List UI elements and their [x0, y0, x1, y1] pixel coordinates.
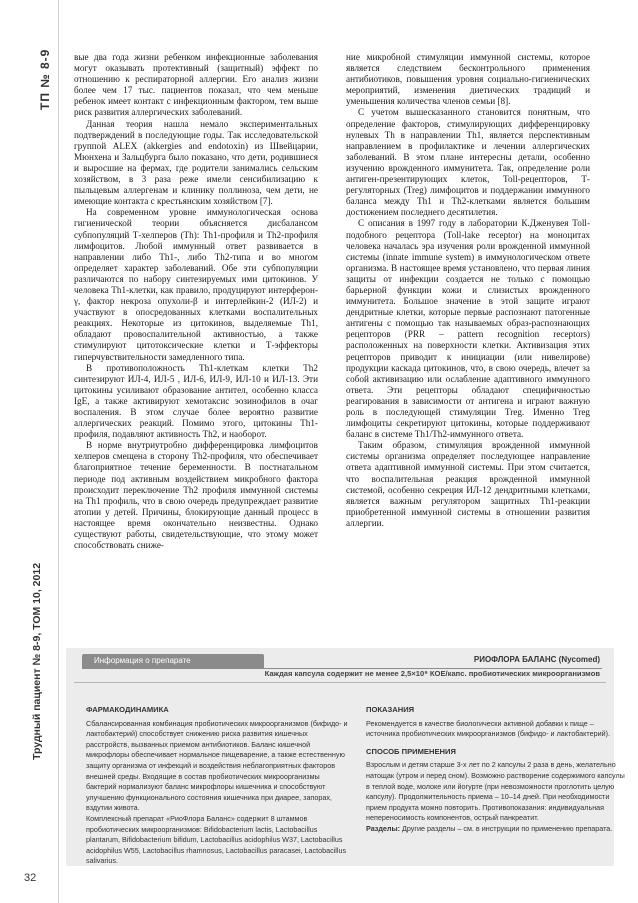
paragraph: Данная теория нашла немало экспериментальных подтверждений в последующие годы. Так исследовательской группой ALEX (akkergies and endotoxin) из Швейцарии, Мюнхена и Зальцбурга было показано, что дети, родившиеся и выросшие на фермах, где родители занимались сельским хозяйством, в 3 раза реже имели сенсибилизацию к пыльцевым аллергенам и клинику поллиноза, чем дети, не имеющие контакта с крестьянским хозяйством [7].	[74, 118, 318, 207]
pharmacodynamics-text: Сбалансированная комбинация пробиотических микроорганизмов (бифидо- и лактобактерий) способствует снижению риска развития кишечных расстройств, вызванных приемом антибиотиков. Баланс кишечной микрофлоры обеспечивает нормальное пищеварение, а также естественную защиту организма от инфекций и воздействия неблагоприятных факторов внешней среды. Входящие в состав пробиотических микроорганизмы бактерий нормализуют баланс микрофлоры кишечника и способствуют улучшению функционального состояния кишечника при диарее, запорах, вздутии живота.	[86, 718, 348, 813]
info-box-tab: Информация о препарате	[82, 654, 264, 668]
info-right-column	[366, 705, 628, 835]
usage-text: Взрослым и детям старше 3-х лет по 2 капсулы 2 раза в день, желательно натощак (утром и перед сном). Возможно растворение содержимого капсулы в теплой воде, молоке или йогурте (при невозможности проглотить целую капсулу). Продолжительность приема – 10–14 дней. При необходимости прием продукта можно повторить. Противопоказания: индивидуальная непереносимость компонентов, острый панкреатит.	[366, 760, 625, 823]
info-left-column	[86, 705, 348, 867]
indications-text: Рекомендуется в качестве биологически активной добавки к пище – источника пробиотических микроорганизмов (бифидо- и лактобактерий).	[366, 718, 610, 739]
article-left-column	[74, 52, 318, 551]
info-box-divider	[74, 682, 606, 683]
paragraph: В противоположность Th1-клеткам клетки Th2 синтезируют ИЛ-4, ИЛ-5 , ИЛ-6, ИЛ-9, ИЛ-10 и ИЛ-13. Эти цитокины усиливают образование антител, особенно класса IgE, а также активируют хемотаксис эозинофилов в очаг воспаления. В этом случае более вероятно развитие аллергических реакций. Помимо этого, цитокины Th1-профиля, подавляют активность Th2, и наоборот.	[74, 362, 318, 440]
drug-composition: Каждая капсула содержит не менее 2,5×10⁹ КОЕ/капс. пробиотических микроорганизмов	[264, 669, 600, 678]
usage-heading: СПОСОБ ПРИМЕНЕНИЯ	[366, 746, 456, 756]
paragraph: Таким образом, стимуляция врожденной иммунной системы организма определяет последующее направление ответа адаптивной иммунной системы. При этом считается, что воспалительная реакция врожденной иммунной системой, особенно секреция ИЛ-12 дендритными клетками, является важным регулятором защитных Th1-реакции приобретенной иммунной системы в отношении развития аллергии.	[346, 440, 590, 528]
journal-citation: Трудный пациент № 8-9, ТОМ 10, 2012	[31, 562, 43, 760]
paragraph: На современном уровне иммунологическая основа гигиенической теории объясняется дисбалансом субпопуляций Т-хелперов (Th): Th1-профиля и Th2-профиля лимфоцитов. Любой иммунный ответ развивается в направлении либо Th1-, либо Th2-типа и во многом определяет характер заболеваний. Обе эти субпопуляции различаются по набору синтезируемых ими цитокинов. У человека Th1-клетки, как правило, продуцируют интерферон-γ, фактор некроза опухоли-β и интерлейкин-2 (ИЛ-2) и участвуют в опосредованных клетками воспалительных реакциях. Некоторые из цитокинов, выделяемые Th1, обладают провоспалительной активностью, а также стимулируют цитотоксические клетки и Т-эффекторы гиперчувствительности замедленного типа.	[74, 207, 318, 362]
paragraph: С описания в 1997 году в лаборатории К.Дженувея Toll-подобного рецептора (Toll-lake receptor) на моноцитах человека началась эра изучения роли врожденной иммунной системы (innate immune system) в иммунологическом ответе организма. В настоящее время установлено, что первая линия защиты от инфекции создается не только с помощью барьерной функции кожи и слизистых врожденного иммунитета. Большое значение в этой защите играют дендритные клетки, которые первые распознают патогенные антигены с помощью так называемых образ-распознающих рецепторов (PRR – pattern recognition receptors) расположенных на поверхности клетки. Активизация этих рецепторов приводит к инициации (или нивелирове) продукции каскада цитокинов, что, в свою очередь, влечет за собой активизацию или ослабление адаптивного иммунного ответа. Эти рецепторы обладают специфичностью реагирования в зависимости от антигена и играют важную роль в последующей стимуляции Treg. Именно Treg лимфоциты секретируют цитокины, которые поддерживают баланс в системе Th1/Th2-иммунного ответа.	[346, 218, 590, 440]
drug-name: РИОФЛОРА БАЛАНС (Nycomed)	[473, 655, 600, 664]
spacer	[366, 740, 628, 747]
drug-info-box	[66, 648, 625, 866]
complex-text: Комплексный препарат «РиоФлора Баланс» содержит 8 штаммов пробиотических микроорганизмов: Bifidobacterium lactis, Lactobacillus plantarum, Bifidobacterium bifidum, Lactobacillus acidophilus W37, Lactobacillus acidophilus W55, Lactobacillus rhamnosus, Lactobacillus paracasei, Lactobacillus salivarius.	[86, 813, 347, 866]
sections-text: Другие разделы – см. в инструкции по применению препарата.	[402, 823, 613, 833]
journal-sidebar	[0, 0, 58, 903]
paragraph: С учетом вышесказанного становится понятным, что определение факторов, стимулирующих дифференцировку нулевых Th в направлении Th1, является перспективным направлением в профилактике и лечении аллергических заболеваний. В этом плане интересны детали, особенно изучению врожденного иммунитета. Так, определение роли антиген-презентирующих клеток, Toll-рецепторов, Т-регуляторных (Treg) лимфоцитов и поддержании иммунного баланса между Th1 и Th2-клетками является большим достижением последнего десятилетия.	[346, 107, 590, 218]
journal-code: ТП № 8-9	[38, 48, 52, 110]
sidebar-divider	[58, 0, 59, 903]
sections-line	[366, 824, 628, 835]
paragraph: ние микробной стимуляции иммунной системы, которое является следствием бесконтрольного применения антибиотиков, повышения уровня социально-гигиенических мероприятий, изменения диетических традиций и уменьшения количества членов семьи [8].	[346, 52, 590, 107]
paragraph: В норме внутриутробно дифференцировка лимфоцитов хелперов смещена в сторону Th2-профиля, что обеспечивает благоприятное течение беременности. В постнатальном периоде под активным воздействием микробного фактора происходит переключение Th2 профиля иммунной системы на Th1 профиль, что в свою очередь предупреждает развитие атопии у детей. Причины, блокирующие данный процесс в настоящее время окончательно неизвестны. Однако существуют работы, свидетельствующие, что этому может способствовать сниже-	[74, 440, 318, 551]
paragraph: вые два года жизни ребенком инфекционные заболевания могут оказывать протективный (защитный) эффект по отношению к респираторной аллергии. Его анализ жизни более чем 17 тыс. пациентов показал, что чем меньше ребенок имеет контакт с инфекционным фактором, тем выше риск развития аллергических заболеваний.	[74, 52, 318, 118]
indications-heading: ПОКАЗАНИЯ	[366, 705, 415, 714]
pharmacodynamics-heading: ФАРМАКОДИНАМИКА	[86, 705, 169, 714]
sections-label: Разделы:	[366, 823, 401, 833]
page-number: 32	[24, 872, 37, 884]
article-right-column	[346, 52, 590, 529]
